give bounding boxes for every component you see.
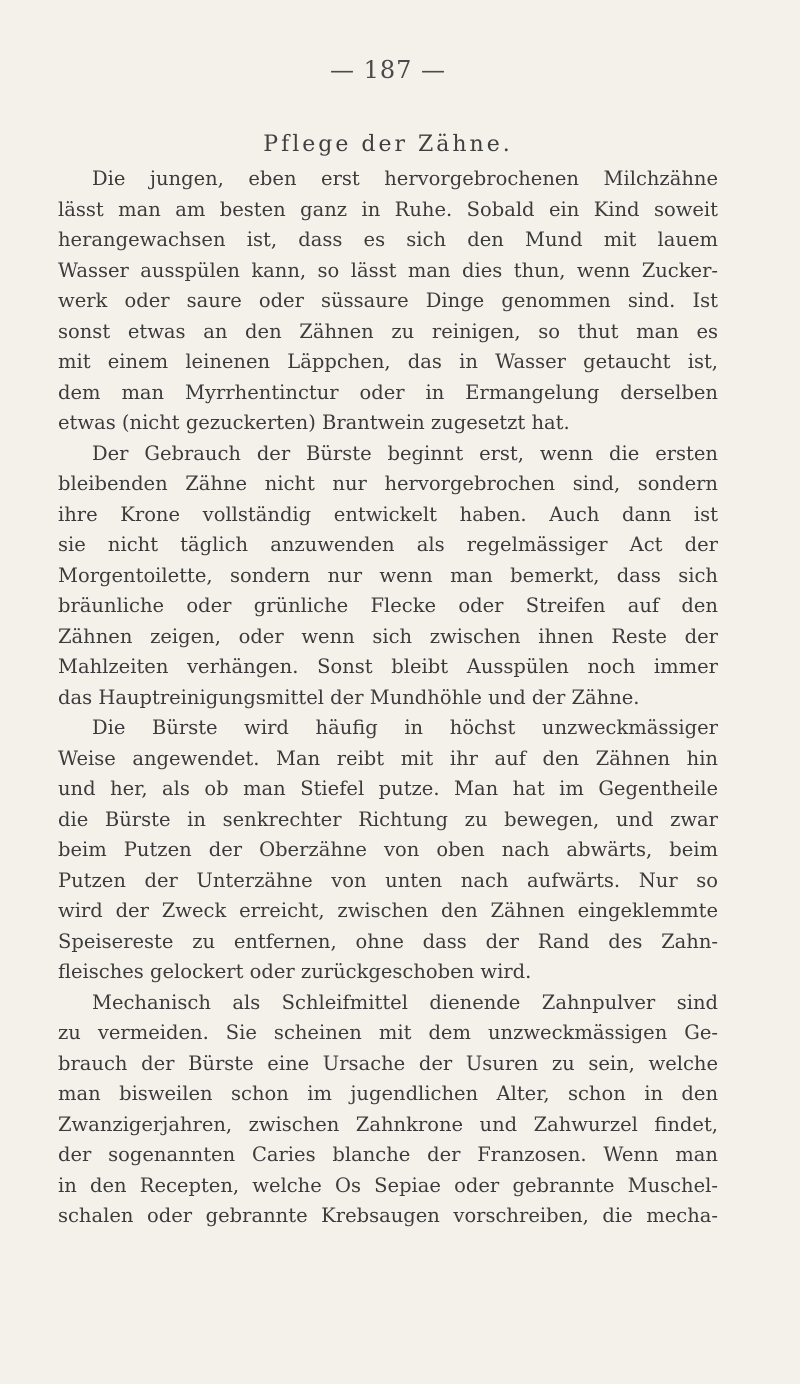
text-line: Morgentoilette, sondern nur wenn man bemerkt, dass sich <box>58 563 718 587</box>
body-text <box>58 164 718 1232</box>
text-line: man bisweilen schon im jugendlichen Alter, schon in den <box>58 1082 718 1105</box>
text-line: sie nicht täglich anzuwenden als regelmässiger Act der <box>58 533 718 556</box>
text-line: sonst etwas an den Zähnen zu reinigen, so thut man es <box>58 319 718 343</box>
text-line: bleibenden Zähne nicht nur hervorgebrochen sind, sondern <box>58 472 718 495</box>
text-line: lässt man am besten ganz in Ruhe. Sobald ein Kind soweit <box>58 197 718 221</box>
text-line: Mahlzeiten verhängen. Sonst bleibt Ausspülen noch immer <box>58 655 718 678</box>
text-line: Wasser ausspülen kann, so lässt man dies thun, wenn Zucker- <box>58 258 718 282</box>
text-line: dem man Myrrhentinctur oder in Ermangelung derselben <box>58 380 718 404</box>
text-line: Putzen der Unterzähne von unten nach aufwärts. Nur so <box>58 868 718 892</box>
text-line: etwas (nicht gezuckerten) Brantwein zugesetzt hat. <box>58 411 570 434</box>
text-line: brauch der Bürste eine Ursache der Usuren zu sein, welche <box>58 1051 718 1075</box>
text-line: fleisches gelockert oder zurückgeschoben wird. <box>58 960 532 983</box>
text-line: der sogenannten Caries blanche der Franzosen. Wenn man <box>58 1143 718 1166</box>
text-line: bräunliche oder grünliche Flecke oder Streifen auf den <box>58 594 718 617</box>
text-line: mit einem leinenen Läppchen, das in Wasser getaucht ist, <box>58 350 718 373</box>
text-line: Weise angewendet. Man reibt mit ihr auf den Zähnen hin <box>58 746 718 770</box>
page-title: Pflege der Zähne. <box>263 132 513 157</box>
text-line: die Bürste in senkrechter Richtung zu bewegen, und zwar <box>58 807 718 831</box>
text-line: werk oder saure oder süssaure Dinge genommen sind. Ist <box>58 289 718 312</box>
text-line: in den Recepten, welche Os Sepiae oder gebrannte Muschel- <box>58 1173 718 1197</box>
text-line: beim Putzen der Oberzähne von oben nach abwärts, beim <box>58 838 718 861</box>
text-line: schalen oder gebrannte Krebsaugen vorschreiben, die mecha- <box>58 1204 718 1227</box>
text-line: wird der Zweck erreicht, zwischen den Zähnen eingeklemmte <box>58 899 718 922</box>
text-line: Die Bürste wird häufig in höchst unzweckmässiger <box>92 716 718 739</box>
text-line: und her, als ob man Stiefel putze. Man hat im Gegentheile <box>58 777 718 800</box>
text-line: Speisereste zu entfernen, ohne dass der Rand des Zahn- <box>58 929 718 953</box>
text-line: ihre Krone vollständig entwickelt haben. Auch dann ist <box>58 502 718 526</box>
text-line: herangewachsen ist, dass es sich den Mund mit lauem <box>58 228 718 251</box>
text-line: zu vermeiden. Sie scheinen mit dem unzweckmässigen Ge- <box>58 1021 718 1044</box>
text-line: Zähnen zeigen, oder wenn sich zwischen ihnen Reste der <box>58 624 718 648</box>
text-line: Zwanzigerjahren, zwischen Zahnkrone und Zahwurzel findet, <box>58 1112 718 1136</box>
text-line: Die jungen, eben erst hervorgebrochenen Milchzähne <box>92 167 718 190</box>
text-line: das Hauptreinigungsmittel der Mundhöhle und der Zähne. <box>58 685 640 709</box>
text-line: Mechanisch als Schleifmittel dienende Zahnpulver sind <box>92 990 718 1014</box>
text-line: Der Gebrauch der Bürste beginnt erst, wenn die ersten <box>92 441 718 465</box>
page-number: — 187 — <box>329 56 447 84</box>
